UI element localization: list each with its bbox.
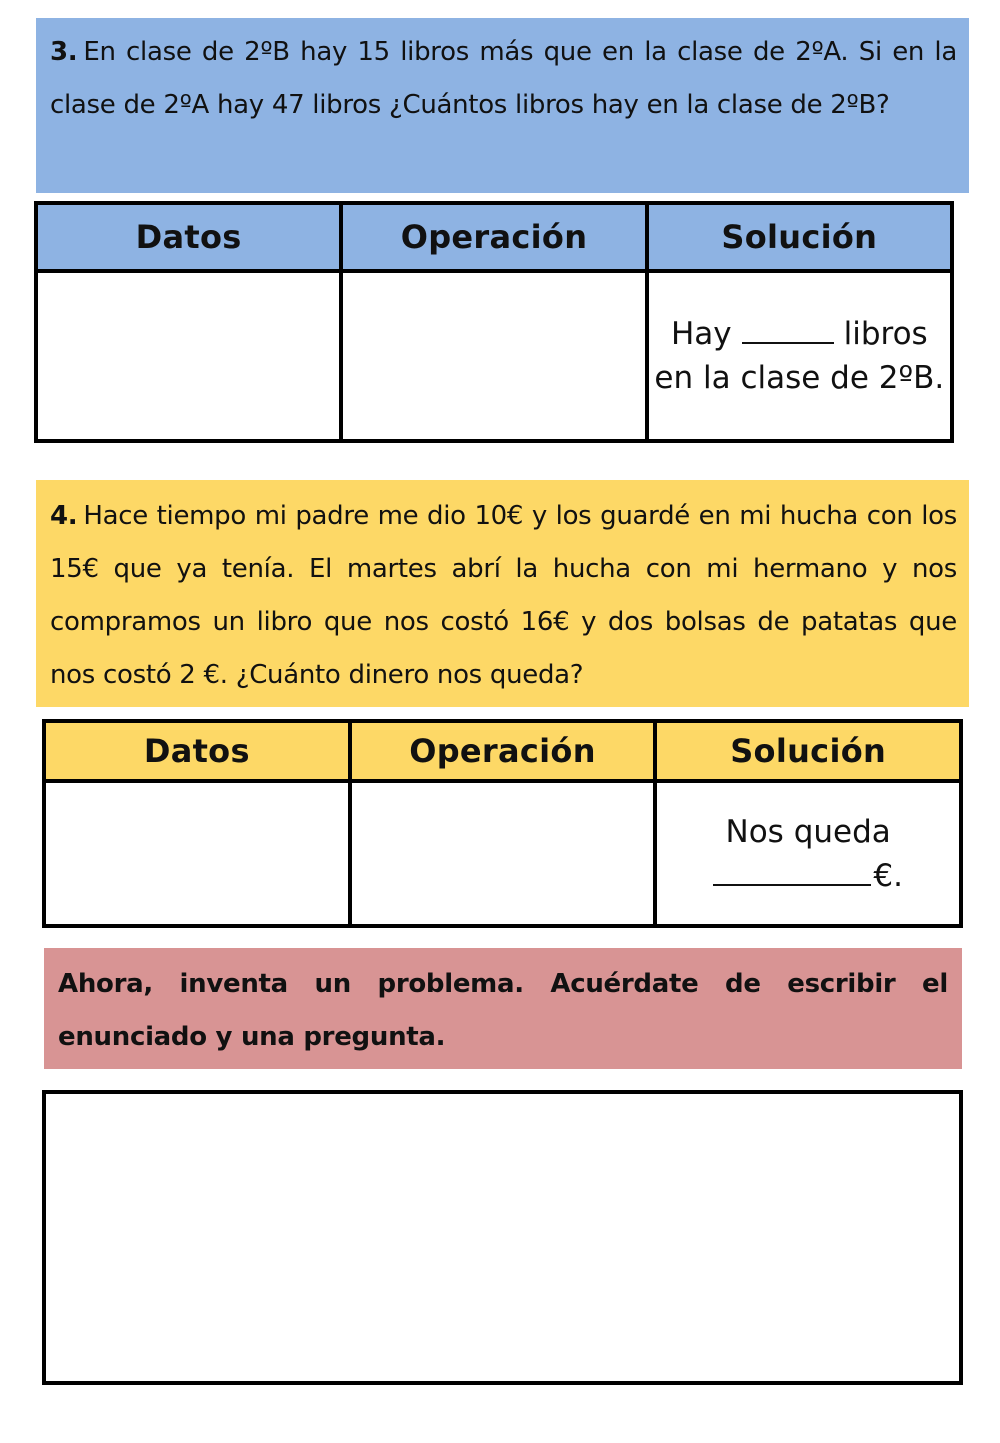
problem-4-text: Hace tiempo mi padre me dio 10€ y los guardé en mi hucha con los 15€ que ya tenía. El martes abrí la hucha con mi hermano y nos compramos un libro que nos costó 16€ y dos bolsas de patatas que nos costó 2 €. ¿Cuánto dinero nos queda? xyxy=(50,501,957,690)
header-solucion: Solución xyxy=(655,721,961,781)
answer-blank[interactable] xyxy=(742,341,834,344)
datos-cell[interactable] xyxy=(44,781,350,926)
answer-blank[interactable] xyxy=(713,883,871,886)
datos-cell[interactable] xyxy=(36,271,341,441)
invent-problem-text: Ahora, inventa un problema. Acuérdate de escribir el enunciado y una pregunta. xyxy=(58,969,948,1052)
header-operacion: Operación xyxy=(341,203,646,271)
problem-4-statement xyxy=(36,480,969,707)
solucion-cell[interactable] xyxy=(647,271,952,441)
header-datos: Datos xyxy=(44,721,350,781)
problem-3-text: En clase de 2ºB hay 15 libros más que en la clase de 2ºA. Si en la clase de 2ºA hay 47 libros ¿Cuántos libros hay en la clase de 2ºB? xyxy=(50,37,957,120)
header-solucion: Solución xyxy=(647,203,952,271)
header-datos: Datos xyxy=(36,203,341,271)
problem-3-statement xyxy=(36,18,969,193)
invented-problem-answer-box[interactable] xyxy=(42,1090,963,1385)
header-operacion: Operación xyxy=(350,721,656,781)
solution-text-after: libros en la clase de 2ºB. xyxy=(654,316,945,396)
problem-3-answer-table xyxy=(34,201,954,443)
invent-problem-instruction xyxy=(44,948,962,1069)
problem-4-answer-table xyxy=(42,719,963,928)
problem-3-number: 3. xyxy=(50,37,78,67)
solucion-cell[interactable] xyxy=(655,781,961,926)
operacion-cell[interactable] xyxy=(341,271,646,441)
problem-4-number: 4. xyxy=(50,501,78,531)
solution-text-after: €. xyxy=(873,857,903,894)
solution-text-before: Hay xyxy=(670,316,732,352)
solution-text-before: Nos queda xyxy=(725,813,891,850)
operacion-cell[interactable] xyxy=(350,781,656,926)
